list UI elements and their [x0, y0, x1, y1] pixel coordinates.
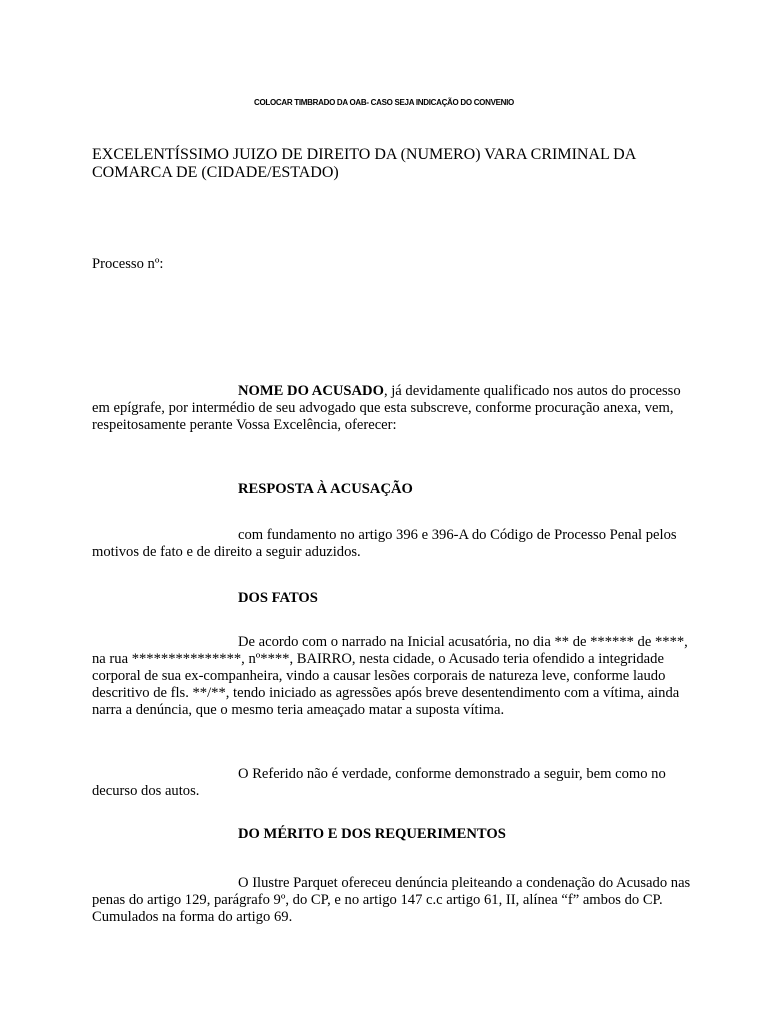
defendant-name: NOME DO ACUSADO: [238, 383, 384, 399]
heading-merito: DO MÉRITO E DOS REQUERIMENTOS: [238, 826, 506, 842]
fatos-paragraph-1: De acordo com o narrado na Inicial acusatória, no dia ** de ****** de ****, na rua ***************, nº****, BAIRRO, nesta cidade, o Acusado teria ofendido a integridade corporal de sua ex-companheira, vindo a causar lesões corporais de natureza leve, conforme laudo descritivo de fls. **/**, tendo iniciado as agressões após breve desentendimento com a vítima, ainda narra a denúncia, que o mesmo teria ameaçado matar a suposta vítima.: [92, 634, 688, 718]
process-number-label: Processo nº:: [92, 256, 164, 272]
heading-resposta: RESPOSTA À ACUSAÇÃO: [238, 481, 413, 497]
addressee-line-2: COMARCA DE (CIDADE/ESTADO): [92, 164, 339, 181]
fatos-paragraph-2: O Referido não é verdade, conforme demonstrado a seguir, bem como no decurso dos autos.: [92, 766, 666, 799]
letterhead-note: COLOCAR TIMBRADO DA OAB- CASO SEJA INDICAÇÃO DO CONVENIO: [254, 98, 514, 107]
addressee-line-1: EXCELENTÍSSIMO JUIZO DE DIREITO DA (NUMERO) VARA CRIMINAL DA: [92, 146, 637, 163]
heading-fatos: DOS FATOS: [238, 590, 318, 606]
merito-paragraph-1: O Ilustre Parquet ofereceu denúncia pleiteando a condenação do Acusado nas penas do artigo 129, parágrafo 9º, do CP, e no artigo 147 c.c artigo 61, II, alínea “f” ambos do CP. Cumulados na forma do artigo 69.: [92, 875, 691, 925]
intro-text: , já devidamente qualificado nos autos do processo em epígrafe, por intermédio de seu advogado que esta subscreve, conforme procuração anexa, vem, respeitosamente perante Vossa Excelência, oferecer:: [92, 383, 681, 433]
addressee: [92, 146, 692, 182]
fundamento-paragraph: com fundamento no artigo 396 e 396-A do Código de Processo Penal pelos motivos de fato e de direito a seguir aduzidos.: [92, 527, 677, 560]
intro-paragraph: [92, 383, 692, 434]
